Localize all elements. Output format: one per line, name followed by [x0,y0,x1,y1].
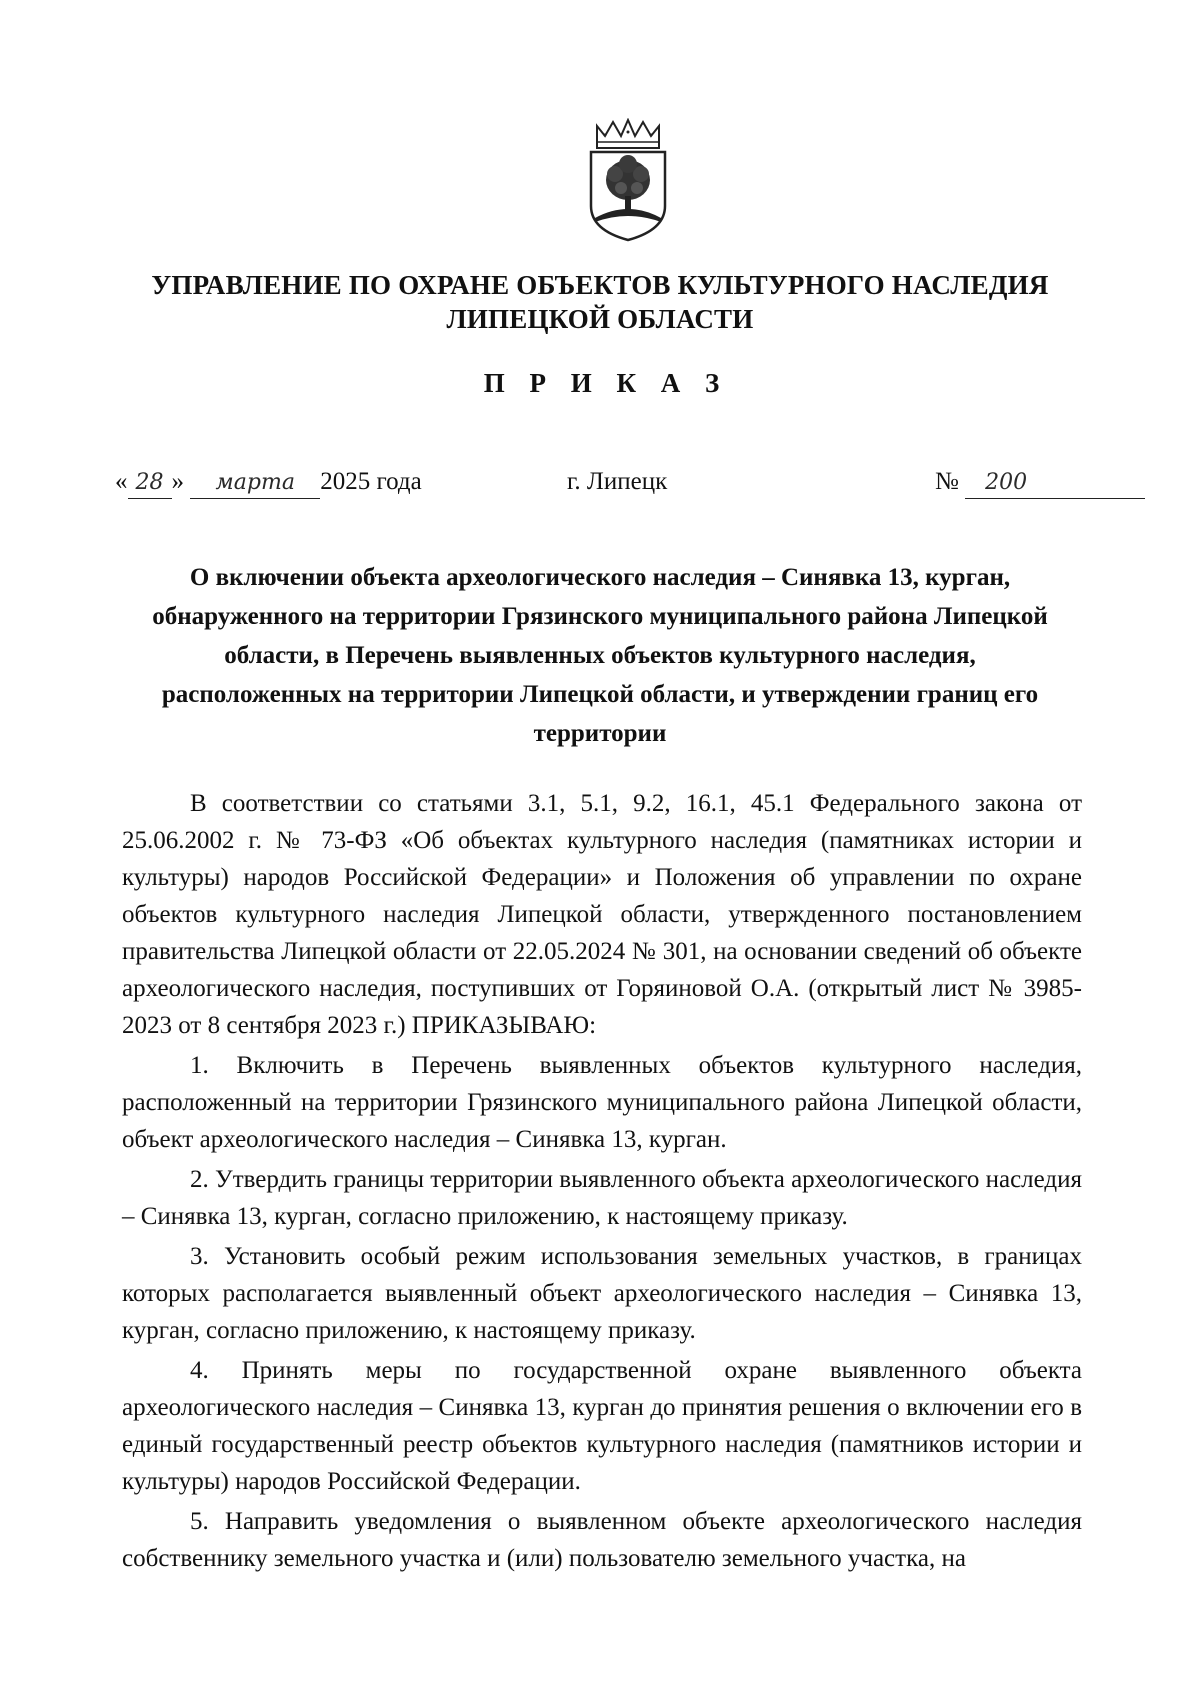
organization-name-line2: ЛИПЕЦКОЙ ОБЛАСТИ [446,304,754,334]
subject-line: области, в Перечень выявленных объектов культурного наследия, [224,642,976,669]
order-subject [110,558,1090,753]
open-quote: « [115,468,128,495]
preamble-paragraph: В соответствии со статьями 3.1, 5.1, 9.2, 16.1, 45.1 Федерального закона от 25.06.2002 г. № 73-ФЗ «Об объектах культурного наследия (памятниках истории и культуры) народов Российской Федерации» и Положения об управлении по охране объектов культурного наследия Липецкой области, утвержденного постановлением правительства Липецкой области от 22.05.2024 № 301, на основании сведений об объекте археологического наследия, поступивших от Горяиновой О.А. (открытый лист № 3985-2023 от 8 сентября 2023 г.) ПРИКАЗЫВАЮ: [122,790,1082,1039]
subject-line: О включении объекта археологического наследия – Синявка 13, курган, [189,564,1011,591]
order-item-2: 2. Утвердить границы территории выявленного объекта археологического наследия – Синявка 13, курган, согласно приложению, к настоящему приказу. [122,1166,1082,1230]
order-item-4: 4. Принять меры по государственной охране выявленного объекта археологического наследия – Синявка 13, курган до принятия решения о включении его в единый государственный реестр объектов культурного наследия (памятников истории и культуры) народов Российской Федерации. [122,1357,1082,1495]
subject-line: расположенных на территории Липецкой области, и утверждении границ его [161,681,1039,708]
handwritten-day: 28 [128,468,172,499]
year-text: 2025 года [320,468,422,495]
order-item-1: 1. Включить в Перечень выявленных объектов культурного наследия, расположенный на территории Грязинского муниципального района Липецкой области, объект археологического наследия – Синявка 13, курган. [122,1052,1082,1153]
order-number [935,462,1145,502]
handwritten-number: 200 [965,468,1145,499]
organization-name-line1: УПРАВЛЕНИЕ ПО ОХРАНЕ ОБЪЕКТОВ КУЛЬТУРНОГО НАСЛЕДИЯ [151,270,1049,300]
subject-line: обнаруженного на территории Грязинского муниципального района Липецкой [152,603,1048,630]
document-type-title: П Р И К А З [483,368,729,398]
order-body [122,785,1082,1580]
handwritten-month: марта [190,468,320,499]
subject-line: территории [533,720,667,747]
order-item-3: 3. Установить особый режим использования земельных участков, в границах которых располагается выявленный объект археологического наследия – Синявка 13, курган, согласно приложению, к настоящему приказу. [122,1243,1082,1344]
order-date [115,462,422,502]
order-item-5: 5. Направить уведомления о выявленном объекте археологического наследия собственнику земельного участка и (или) пользователю земельного участка, на [122,1508,1082,1572]
organization-name [0,268,1200,336]
close-quote: » [171,468,184,495]
number-sign: № [935,468,959,495]
lipetsk-coat-of-arms-icon [583,118,673,243]
city-name: г. Липецк [567,468,668,495]
